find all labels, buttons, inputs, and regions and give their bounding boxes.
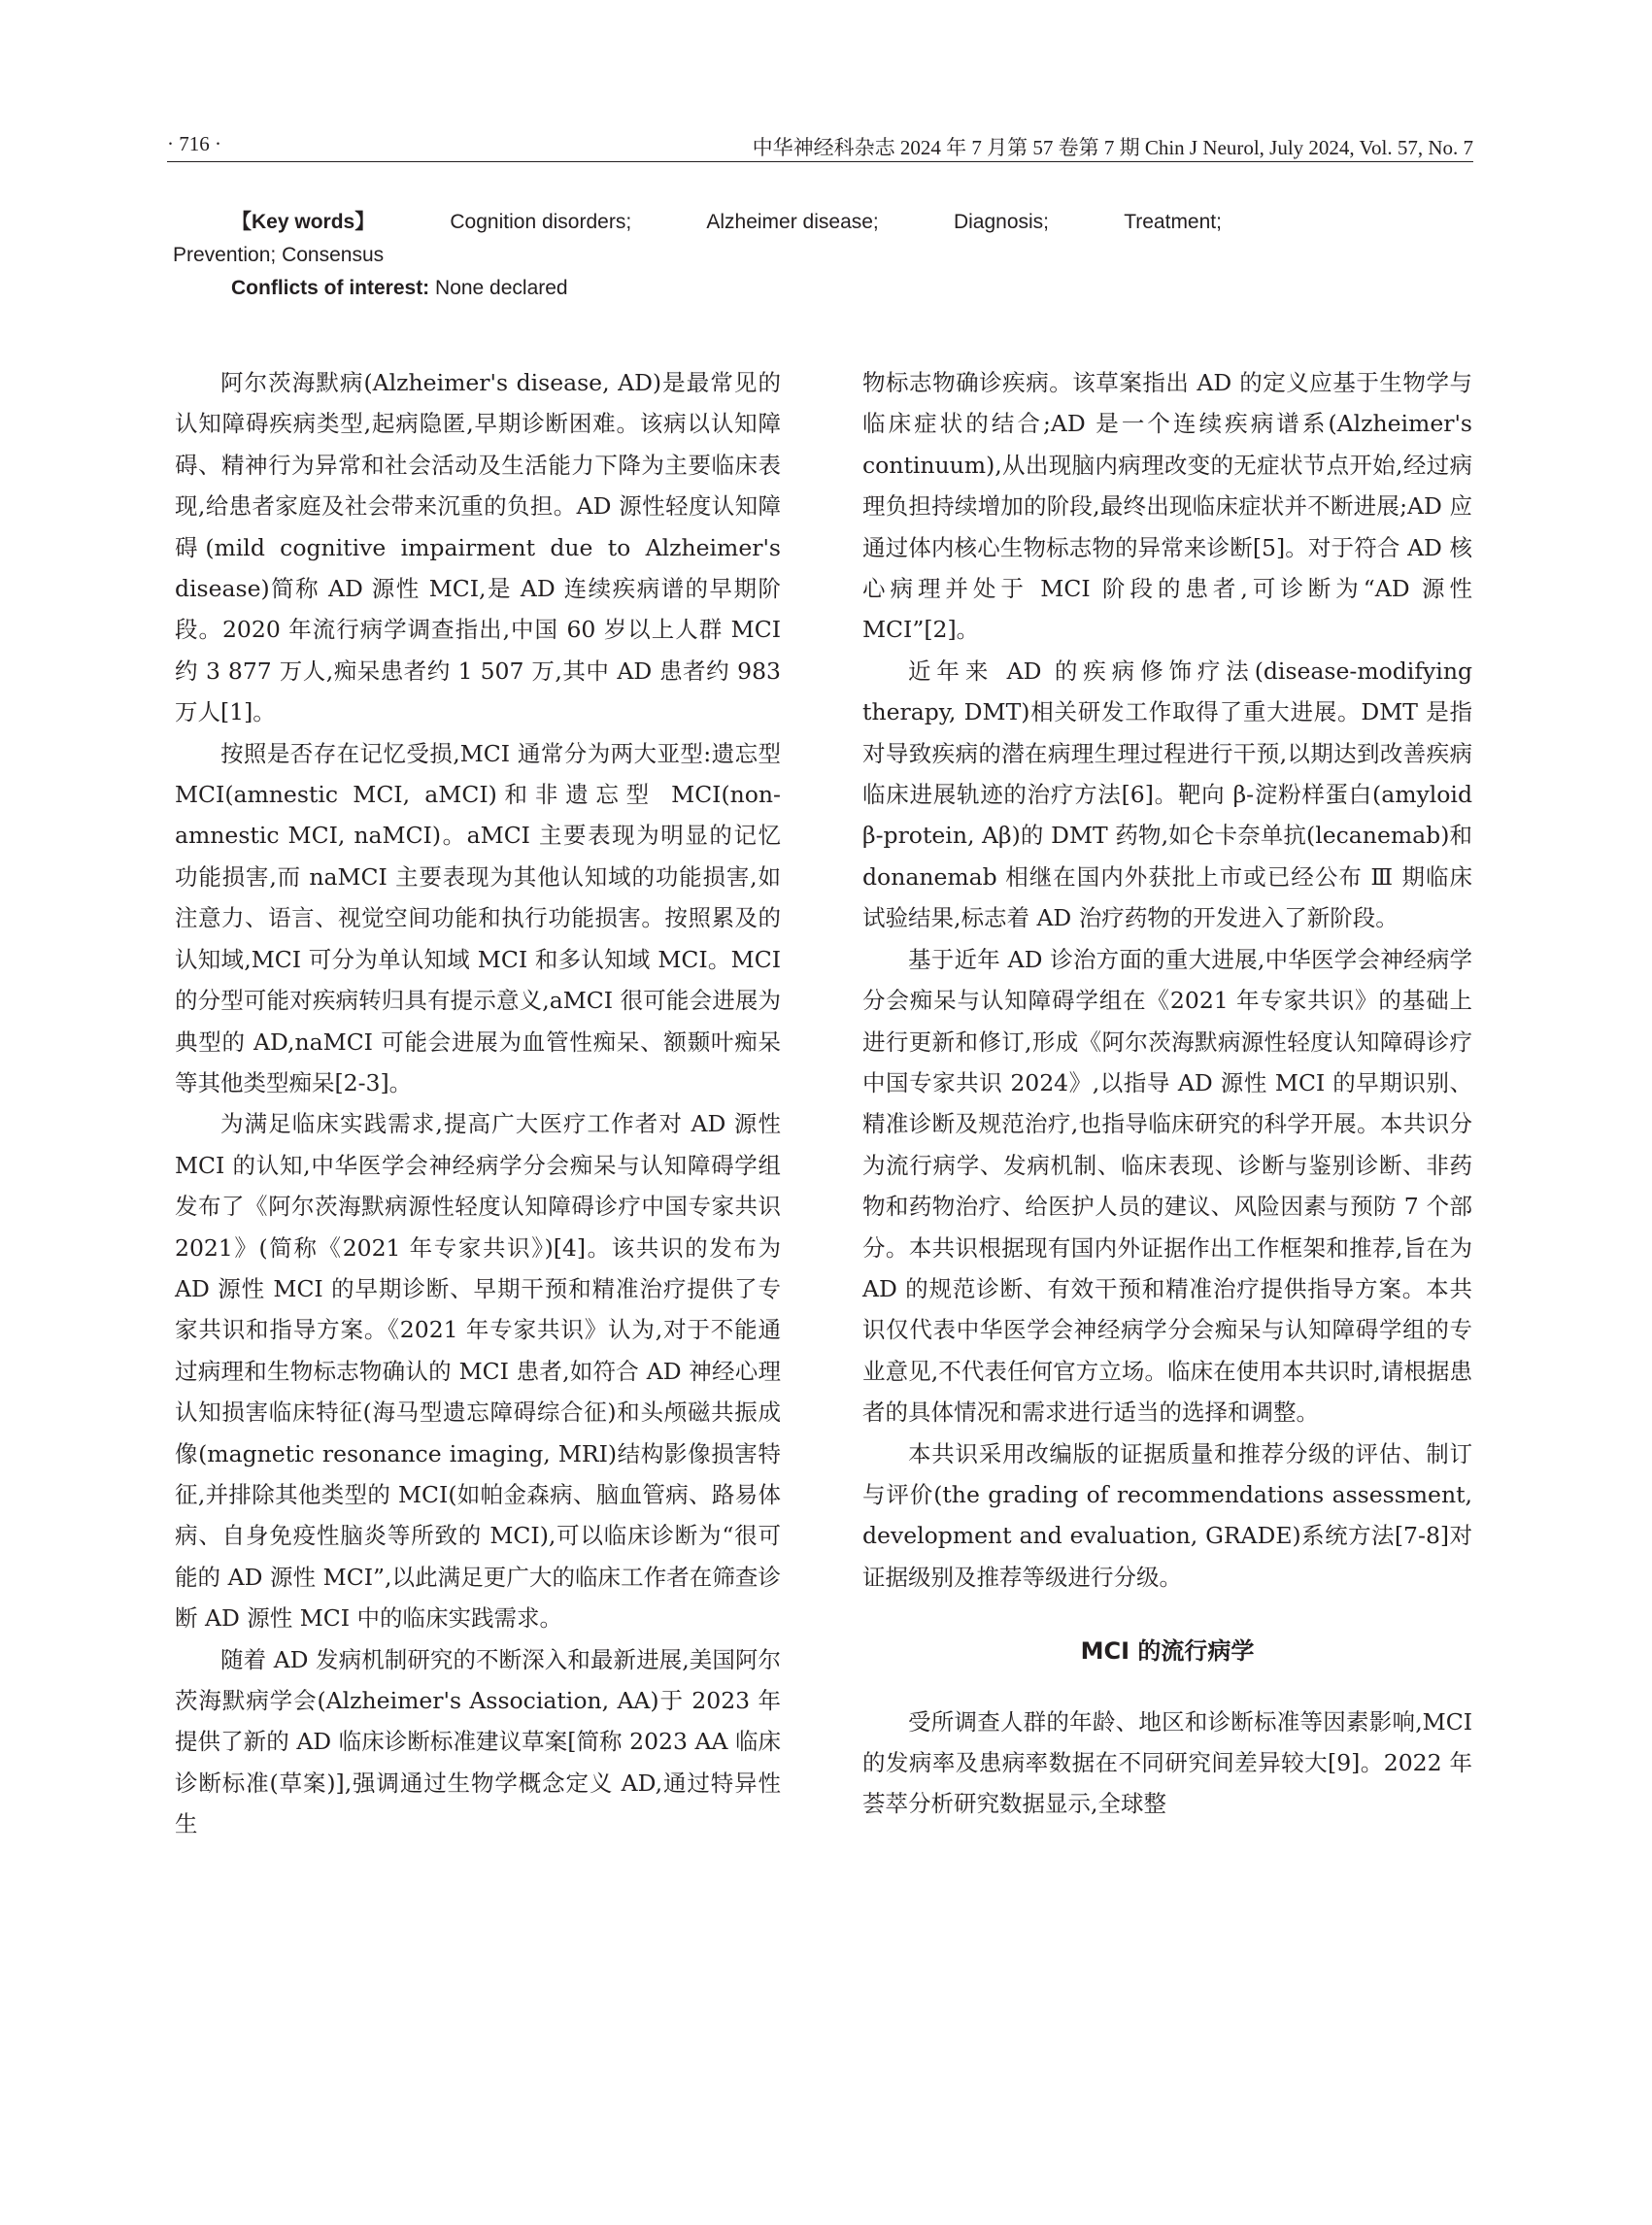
running-header: [167, 132, 1473, 162]
keyword-item: Diagnosis;: [953, 211, 1050, 233]
journal-citation: 中华神经科杂志 2024 年 7 月第 57 卷第 7 期 Chin J Neurol, July 2024, Vol. 57, No. 7: [752, 136, 1473, 159]
keyword-item: Treatment;: [1124, 211, 1222, 233]
keywords-line: [173, 206, 1222, 239]
body-paragraph: 基于近年 AD 诊治方面的重大进展,中华医学会神经病学分会痴呆与认知障碍学组在《2021 年专家共识》的基础上进行更新和修订,形成《阿尔茨海默病源性轻度认知障碍诊疗中国专家共识 2024》,以指导 AD 源性 MCI 的早期识别、精准诊断及规范治疗,也指导临床研究的科学开展。本共识分为流行病学、发病机制、临床表现、诊断与鉴别诊断、非药物和药物治疗、给医护人员的建议、风险因素与预防 7 个部分。本共识根据现有国内外证据作出工作框架和推荐,旨在为 AD 的规范诊断、有效干预和精准治疗提供指导方案。本共识仅代表中华医学会神经病学分会痴呆与认知障碍学组的专业意见,不代表任何官方立场。临床在使用本共识时,请根据患者的具体情况和需求进行适当的选择和调整。: [862, 945, 1472, 1427]
keyword-item: Cognition disorders;: [450, 211, 632, 233]
body-paragraph: 按照是否存在记忆受损,MCI 通常分为两大亚型:遗忘型 MCI(amnestic MCI, aMCI)和非遗忘型 MCI(non-amnestic MCI, naMCI)。aMCI 主要表现为明显的记忆功能损害,而 naMCI 主要表现为其他认知域的功能损害,如注意力、语言、视觉空间功能和执行功能损害。按照累及的认知域,MCI 可分为单认知域 MCI 和多认知域 MCI。MCI 的分型可能对疾病转归具有提示意义,aMCI 很可能会进展为典型的 AD,naMCI 可能会进展为血管性痴呆、额颞叶痴呆等其他类型痴呆[2-3]。: [175, 739, 781, 1096]
page-number: · 716 ·: [167, 132, 221, 155]
section-heading: MCI 的流行病学: [1080, 1637, 1255, 1666]
right-column: [862, 362, 1472, 1825]
body-paragraph: 随着 AD 发病机制研究的不断深入和最新进展,美国阿尔茨海默病学会(Alzheimer's Association, AA)于 2023 年提供了新的 AD 临床诊断标准建议草案[简称 2023 AA 临床诊断标准(草案)],强调通过生物学概念定义 AD,通过特异性生: [175, 1645, 781, 1838]
body-paragraph: 阿尔茨海默病(Alzheimer's disease, AD)是最常见的认知障碍疾病类型,起病隐匿,早期诊断困难。该病以认知障碍、精神行为异常和社会活动及生活能力下降为主要临床表现,给患者家庭及社会带来沉重的负担。AD 源性轻度认知障碍(mild cognitive impairment due to Alzheimer's disease)简称 AD 源性 MCI,是 AD 连续疾病谱的早期阶段。2020 年流行病学调查指出,中国 60 岁以上人群 MCI 约 3 877 万人,痴呆患者约 1 507 万,其中 AD 患者约 983 万人[1]。: [175, 369, 781, 726]
left-column: [175, 362, 781, 1845]
keywords-label: 【Key words】: [231, 211, 376, 233]
body-paragraph: 本共识采用改编版的证据质量和推荐分级的评估、制订与评价(the grading of recommendations assessment, development and evaluation, GRADE)系统方法[7-8]对证据级别及推荐等级进行分级。: [862, 1439, 1472, 1591]
keyword-item: Alzheimer disease;: [706, 211, 879, 233]
body-paragraph: 受所调查人群的年龄、地区和诊断标准等因素影响,MCI 的发病率及患病率数据在不同研究间差异较大[9]。2022 年荟萃分析研究数据显示,全球整: [862, 1707, 1472, 1818]
body-paragraph: 为满足临床实践需求,提高广大医疗工作者对 AD 源性 MCI 的认知,中华医学会神经病学分会痴呆与认知障碍学组发布了《阿尔茨海默病源性轻度认知障碍诊疗中国专家共识 2021》(简称《2021 年专家共识》)[4]。该共识的发布为 AD 源性 MCI 的早期诊断、早期干预和精准治疗提供了专家共识和指导方案。《2021 年专家共识》认为,对于不能通过病理和生物标志物确认的 MCI 患者,如符合 AD 神经心理认知损害临床特征(海马型遗忘障碍综合征)和头颅磁共振成像(magnetic resonance imaging, MRI)结构影像损害特征,并排除其他类型的 MCI(如帕金森病、脑血管病、路易体病、自身免疫性脑炎等所致的 MCI),可以临床诊断为“很可能的 AD 源性 MCI”,以此满足更广大的临床工作者在筛查诊断 AD 源性 MCI 中的临床实践需求。: [175, 1110, 781, 1633]
keywords-line-2: Prevention; Consensus: [173, 244, 385, 266]
conflicts-value: None declared: [429, 277, 568, 299]
conflicts-of-interest: [173, 272, 1222, 305]
conflicts-label: Conflicts of interest:: [231, 277, 430, 299]
body-paragraph: 近年来 AD 的疾病修饰疗法(disease-modifying therapy, DMT)相关研发工作取得了重大进展。DMT 是指对导致疾病的潜在病理生理过程进行干预,以期达到改善疾病临床进展轨迹的治疗方法[6]。靶向 β-淀粉样蛋白(amyloid β-protein, Aβ)的 DMT 药物,如仑卡奈单抗(lecanemab)和 donanemab 相继在国内外获批上市或已经公布 Ⅲ 期临床试验结果,标志着 AD 治疗药物的开发进入了新阶段。: [862, 657, 1472, 932]
body-paragraph-continued: 物标志物确诊疾病。该草案指出 AD 的定义应基于生物学与临床症状的结合;AD 是一个连续疾病谱系(Alzheimer's continuum),从出现脑内病理改变的无症状节点开始,经过病理负担持续增加的阶段,最终出现临床症状并不断进展;AD 应通过体内核心生物标志物的异常来诊断[5]。对于符合 AD 核心病理并处于 MCI 阶段的患者,可诊断为“AD 源性 MCI”[2]。: [862, 369, 1472, 644]
keywords-block: [173, 206, 1222, 305]
